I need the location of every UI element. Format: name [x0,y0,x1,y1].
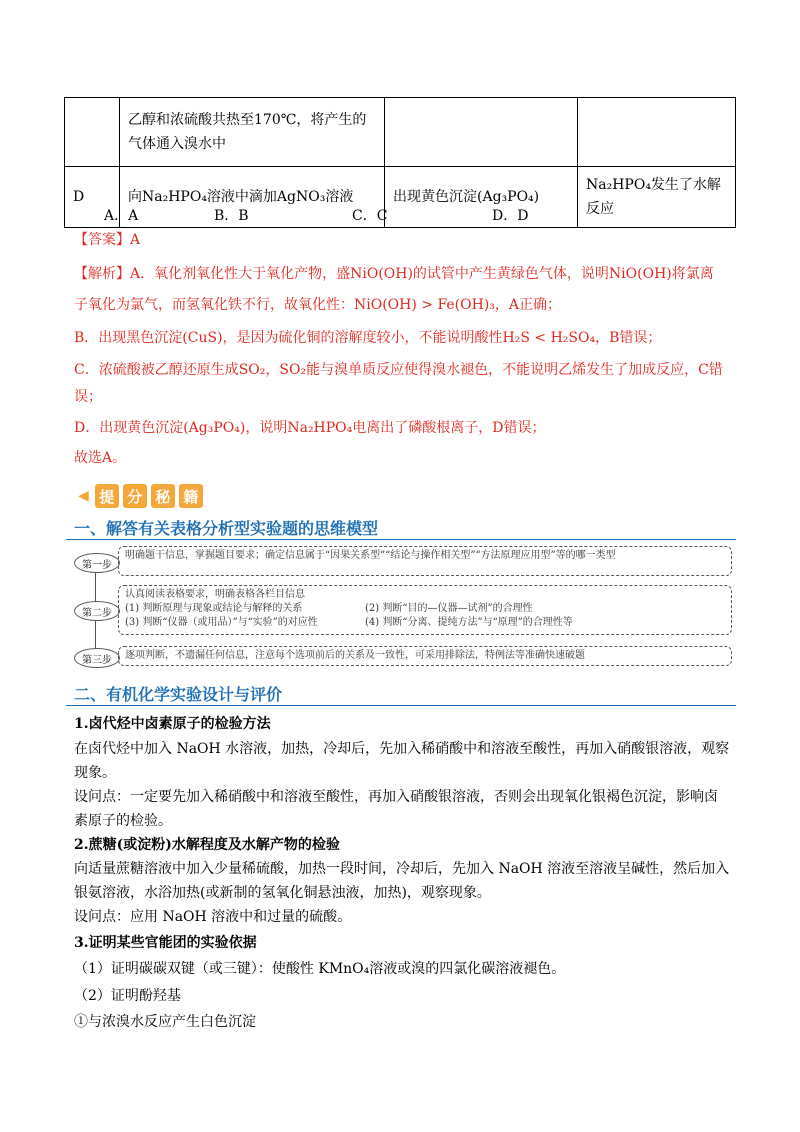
body-line: 设问点：应用 NaOH 溶液中和过量的硫酸。 [74,909,352,925]
table-row [65,167,736,228]
body-line: 素原子的检验。 [74,813,172,829]
step1-box [118,546,732,576]
body-line: 向适量蔗糖溶液中加入少量稀硫酸，加热一段时间，冷却后，先加入 NaOH 溶液至溶液呈碱性，然后加入 [74,861,730,877]
step1-text: 明确题干信息，掌握题目要求；确定信息属于“因果关系型”“结论与操作相关型”“方法原理应用型”等的哪一类型 [125,550,616,561]
analysis-line: C．浓硫酸被乙醇还原生成SO₂，SO₂能与溴单质反应使得溴水褪色，不能说明乙烯发生了加成反应，C错 [74,362,723,378]
body-line: 设问点：一定要先加入稀硝酸中和溶液至酸性，再加入硝酸银溶液，否则会出现氧化银褐色沉淀，影响卤 [74,789,718,805]
step2-label: 第二步 [74,601,120,621]
experiment-line: 乙醇和浓硫酸共热至170℃，将产生的 [128,112,367,128]
step2-item: (4) 判断“分离、提纯方法”与“原理”的合理性等 [365,617,573,628]
question-table [64,97,736,228]
banner-char: 籍 [179,484,203,508]
analysis-line: 故选A。 [74,450,127,466]
step1-label: 第一步 [74,553,120,573]
body-line: （1）证明碳碳双键（或三键）：使酸性 KMnO₄溶液或溴的四氯化碳溶液褪色。 [74,961,566,977]
banner-char: 分 [123,484,147,508]
banner-char: 提 [95,484,119,508]
step2-item: (2) 判断“目的—仪器—试剂”的合理性 [365,603,533,614]
analysis-line: D．出现黄色沉淀(Ag₃PO₄)，说明Na₂HPO₄电离出了磷酸根离子，D错误； [74,420,546,436]
analysis-line: 子氧化为氯气，而氢氧化铁不行，故氧化性：NiO(OH) > Fe(OH)₃，A正确； [74,297,562,313]
subsection-title: 1.卤代烃中卤素原子的检验方法 [74,716,271,732]
analysis-line: 【解析】A．氧化剂氧化性大于氧化产物，盛NiO(OH)的试管中产生黄绿色气体，说明NiO(OH)将氯离 [74,266,714,282]
table-cell-experiment: 向Na₂HPO₄溶液中滴加AgNO₃溶液 [120,167,385,228]
section-title: 一、解答有关表格分析型实验题的思维模型 [74,519,379,538]
step2-item: (1) 判断原理与现象或结论与解释的关系 [125,603,303,614]
option-a: A．A [104,208,139,224]
option-d: D．D [492,208,529,224]
speaker-icon: ◀ [78,488,89,504]
table-cell-label: D [65,167,120,228]
table-cell-conclusion [578,98,736,167]
body-line: 现象。 [74,765,116,781]
option-b: B．B [214,208,249,224]
analysis-line: 误； [74,389,102,405]
body-line: （2）证明酚羟基 [74,988,181,1004]
table-cell-conclusion: Na₂HPO₄发生了水解反应 [578,167,736,228]
body-line: 在卤代烃中加入 NaOH 水溶液，加热，冷却后，先加入稀硝酸中和溶液至酸性，再加入硝酸银溶液，观察 [74,741,730,757]
body-line: ①与浓溴水反应产生白色沉淀 [74,1014,256,1030]
table-row [65,98,736,167]
table-cell-phenomenon: 出现黄色沉淀(Ag₃PO₄) [385,167,578,228]
step2-item: (3) 判断“仪器（或用品）”与“实验”的对应性 [125,617,318,628]
subsection-title: 3.证明某些官能团的实验依据 [74,935,257,951]
experiment-line: 气体通入溴水中 [128,136,226,152]
table-cell-phenomenon [385,98,578,167]
step3-text: 逐项判断，不遗漏任何信息，注意每个选项前后的关系及一致性，可采用排除法，特例法等准确快速破题 [125,650,585,661]
section-divider [66,705,736,706]
analysis-line: B．出现黑色沉淀(CuS)，是因为硫化铜的溶解度较小，不能说明酸性H₂S < H₂SO₄，B错误； [74,330,662,346]
table-cell-experiment [120,98,385,167]
step3-label: 第三步 [74,648,120,668]
subsection-title: 2.蔗糖(或淀粉)水解程度及水解产物的检验 [74,837,340,853]
step2-box [118,585,732,635]
step2-title: 认真阅读表格要求，明确表格各栏目信息 [125,589,305,600]
option-c: C．C [352,208,388,224]
body-line: 银氨溶液，水浴加热(或新制的氢氧化铜悬浊液，加热)，观察现象。 [74,885,491,901]
table-cell-label [65,98,120,167]
tips-banner [78,482,207,510]
step3-box [118,646,732,666]
section-title: 二、有机化学实验设计与评价 [74,685,283,704]
banner-char: 秘 [151,484,175,508]
section-divider [66,539,736,540]
answer: 【答案】A [74,232,141,248]
